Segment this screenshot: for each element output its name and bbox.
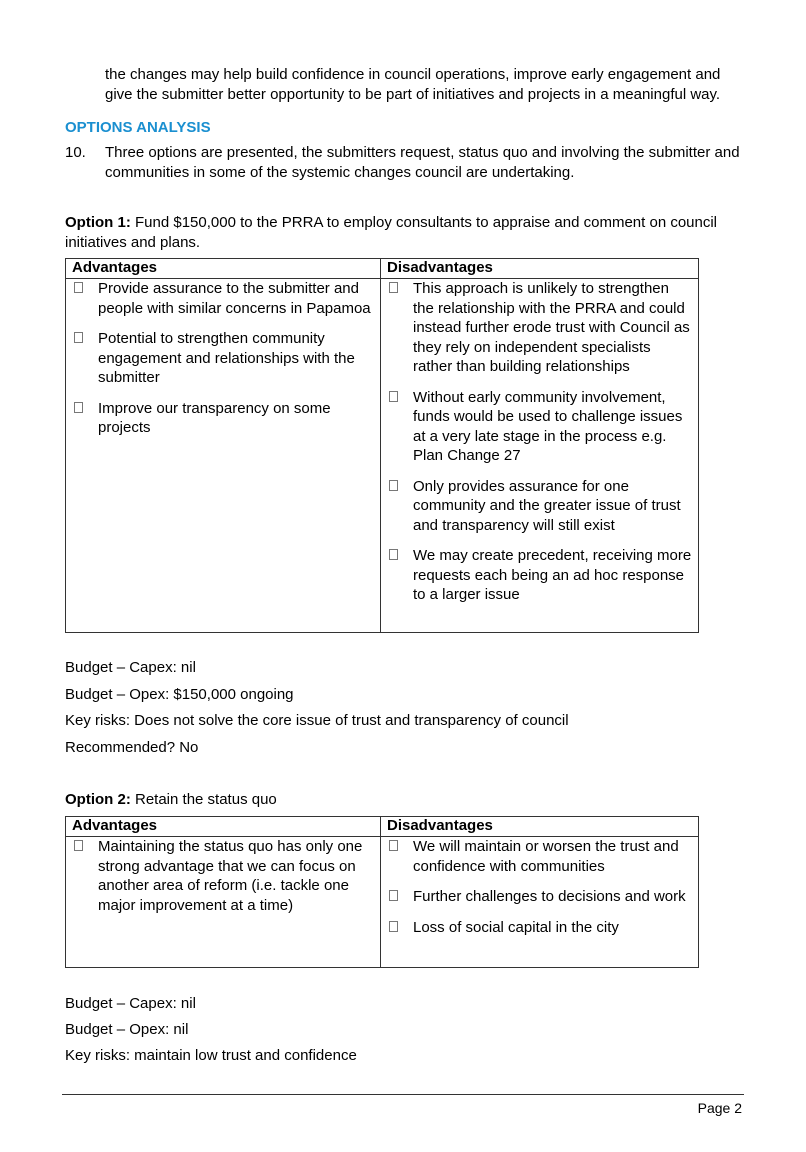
option-1-budget-opex: Budget – Opex: $150,000 ongoing <box>65 686 294 703</box>
list-item-text: Only provides assurance for one community and the greater issue of trust and transparency will still exist <box>413 477 681 534</box>
list-item <box>72 837 374 915</box>
advantages-cell <box>66 279 381 633</box>
disadvantages-header: Disadvantages <box>381 259 699 279</box>
option-2-text: Retain the status quo <box>135 791 277 808</box>
option-2-budget-opex: Budget – Opex: nil <box>65 1021 189 1038</box>
list-item <box>72 399 374 438</box>
disadvantages-cell <box>381 837 699 968</box>
bullet-box-icon <box>74 282 83 293</box>
list-item <box>387 279 692 377</box>
advantages-header: Advantages <box>66 817 381 837</box>
advantages-list <box>72 279 374 438</box>
list-item <box>387 388 692 466</box>
list-item <box>387 546 692 605</box>
option-1-title <box>65 213 745 252</box>
option-1-recommended: Recommended? No <box>65 739 199 756</box>
list-item <box>72 329 374 388</box>
list-item-text: This approach is unlikely to strengthen the relationship with the PRRA and could instead further erode trust with Council as they rely on independent specialists rather than building relationships <box>413 280 690 375</box>
disadvantages-list <box>387 279 692 605</box>
table-row <box>66 279 699 633</box>
list-item-text: Improve our transparency on some projects <box>98 399 331 436</box>
option-2-budget-capex: Budget – Capex: nil <box>65 995 196 1012</box>
list-item <box>387 477 692 536</box>
advantages-list <box>72 837 374 915</box>
footer-divider <box>62 1094 744 1095</box>
option-1-budget-capex: Budget – Capex: nil <box>65 659 196 676</box>
option-2-table <box>65 816 699 968</box>
list-item-text: We may create precedent, receiving more requests each being an ad hoc response to a larger issue <box>413 547 692 603</box>
list-item <box>72 279 374 318</box>
table-row <box>66 837 699 968</box>
list-item <box>387 887 692 907</box>
disadvantages-list <box>387 837 692 937</box>
page-number: Page 2 <box>697 1100 742 1116</box>
option-2-title <box>65 790 745 810</box>
paragraph-text: Three options are presented, the submitters request, status quo and involving the submitter and communities in some of the systemic changes council are undertaking. <box>105 144 740 181</box>
option-1-text: Fund $150,000 to the PRRA to employ consultants to appraise and comment on council initiatives and plans. <box>65 214 718 251</box>
bullet-box-icon <box>389 282 398 293</box>
bullet-box-icon <box>74 402 83 413</box>
bullet-box-icon <box>389 921 398 932</box>
list-item-text: Without early community involvement, funds would be used to challenge issues at a very late stage in the process e.g. Plan Change 27 <box>413 388 683 464</box>
option-1-table <box>65 258 699 633</box>
table-header-row <box>66 259 699 279</box>
section-heading: OPTIONS ANALYSIS <box>65 119 211 136</box>
bullet-box-icon <box>389 480 398 491</box>
option-2-key-risks: Key risks: maintain low trust and confidence <box>65 1047 357 1064</box>
list-item-text: Loss of social capital in the city <box>413 918 619 936</box>
bullet-box-icon <box>74 332 83 343</box>
list-item-text: We will maintain or worsen the trust and confidence with communities <box>413 838 679 875</box>
advantages-cell <box>66 837 381 968</box>
list-item <box>387 918 692 938</box>
bullet-box-icon <box>389 890 398 901</box>
option-1-label: Option 1: <box>65 214 131 231</box>
table-header-row <box>66 817 699 837</box>
paragraph-number: 10. <box>65 144 86 161</box>
list-item <box>387 837 692 876</box>
numbered-paragraph-10 <box>65 143 745 182</box>
continuation-paragraph: the changes may help build confidence in council operations, improve early engagement and give the submitter better opportunity to be part of initiatives and projects in a meaningful way. <box>105 66 721 103</box>
bullet-box-icon <box>389 840 398 851</box>
option-2-label: Option 2: <box>65 791 131 808</box>
bullet-box-icon <box>389 391 398 402</box>
disadvantages-cell <box>381 279 699 633</box>
advantages-header: Advantages <box>66 259 381 279</box>
list-item-text: Further challenges to decisions and work <box>413 888 686 905</box>
bullet-box-icon <box>74 840 83 851</box>
list-item-text: Maintaining the status quo has only one strong advantage that we can focus on another area of reform (i.e. tackle one major improvement at a time) <box>98 838 363 914</box>
list-item-text: Potential to strengthen community engagement and relationships with the submitter <box>98 330 355 386</box>
bullet-box-icon <box>389 549 398 560</box>
list-item-text: Provide assurance to the submitter and people with similar concerns in Papamoa <box>98 280 371 317</box>
option-1-key-risks: Key risks: Does not solve the core issue of trust and transparency of council <box>65 712 569 729</box>
disadvantages-header: Disadvantages <box>381 817 699 837</box>
